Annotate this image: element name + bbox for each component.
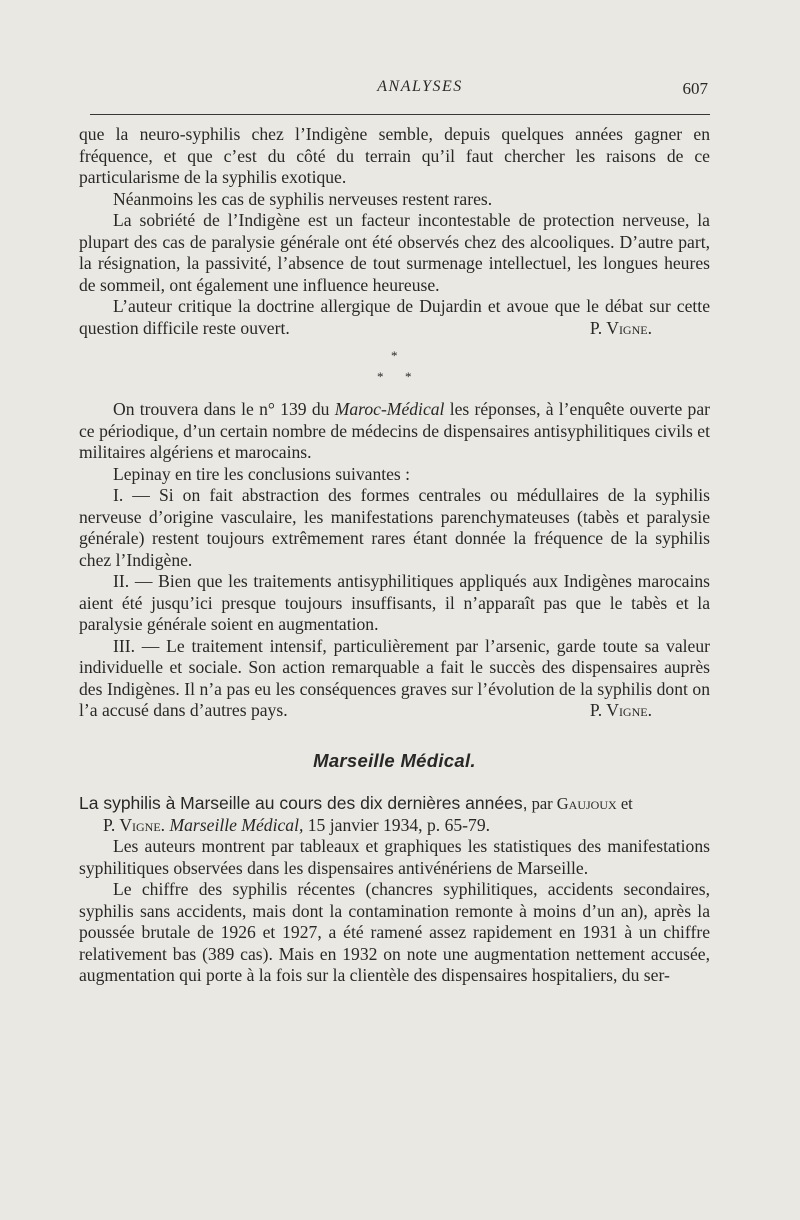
article-title-text: La syphilis à Marseille au cours des dix dernières années, bbox=[79, 793, 528, 813]
page-number: 607 bbox=[682, 79, 708, 98]
paragraph: Lepinay en tire les conclusions suivantes : bbox=[113, 463, 411, 484]
author-name: P. Vigne. bbox=[103, 814, 166, 835]
paragraph-text: L’auteur critique la doctrine allergique de Dujardin et avoue que le débat sur cette question difficile reste ouvert. bbox=[79, 296, 710, 338]
running-title: ANALYSES bbox=[377, 78, 463, 95]
separator-star: * bbox=[405, 369, 412, 384]
paragraph bbox=[79, 399, 710, 464]
article-title bbox=[79, 793, 710, 836]
paragraph-text: III. — Le traitement intensif, particulièrement par l’arsenic, garde toute sa valeur individuelle et sociale. Son action remarquable a fait le succès des dispensaires auprès des Indigènes. Il n’a pas eu les conséquences graves sur l’évolution de la syphilis dont on l’a accusé dans d’autres pays. bbox=[79, 635, 710, 720]
header-rule bbox=[90, 114, 710, 115]
author-signature: P. Vigne. bbox=[589, 700, 652, 720]
author-name: Gaujoux bbox=[556, 794, 617, 813]
paragraph: Néanmoins les cas de syphilis nerveuses restent rares. bbox=[113, 188, 493, 209]
conclusion-item bbox=[79, 636, 710, 722]
author-signature: P. Vigne. bbox=[589, 317, 652, 338]
paragraph-with-signature bbox=[79, 296, 710, 339]
conclusion-item: I. — Si on fait abstraction des formes centrales ou médullaires de la syphilis nerveuse d’origine vasculaire, les manifestations parenchymateuses (tabès et paralysie générale) restent toujours extrêmement rares étant donnée la fréquence de la syphilis chez l’Indigène. bbox=[79, 485, 710, 570]
journal-name: Maroc-Médical bbox=[334, 399, 445, 419]
section-separator bbox=[79, 343, 710, 397]
citation-details: 15 janvier 1934, p. 65-79. bbox=[303, 814, 491, 835]
and-word: et bbox=[616, 794, 633, 813]
journal-name: Marseille Médical, bbox=[169, 814, 304, 835]
by-word: par bbox=[527, 794, 557, 813]
paragraph: La sobriété de l’Indigène est un facteur incontestable de protection nerveuse, la plupart des cas de paralysie générale ont été observés chez des alcooliques. D’autre part, la résignation, la passivité, l’absence de tout surmenage intellectuel, les longues heures de sommeil, ont également une influence heureuse. bbox=[79, 210, 710, 295]
section-heading: Marseille Médical. bbox=[313, 749, 476, 771]
separator-star: * bbox=[377, 369, 384, 384]
paragraph: Les auteurs montrent par tableaux et graphiques les statistiques des manifestations syphilitiques observées dans les dispensaires antivénériens de Marseille. bbox=[79, 836, 710, 878]
page-header bbox=[90, 78, 710, 102]
separator-star: * bbox=[391, 348, 398, 363]
paragraph-text: les réponses, à l’enquête ouverte par ce périodique, d’un certain nombre de médecins de dispensaires antisyphilitiques civils et militaires algériens et marocains. bbox=[79, 399, 710, 462]
paragraph: Le chiffre des syphilis récentes (chancres syphilitiques, accidents secondaires, syphilis sans accidents, mais dont la contamination remonte à moins d’un an), après la poussée brutale de 1926 et 1927, a été ramené assez rapidement en 1931 à un chiffre relativement bas (389 cas). Mais en 1932 on note une augmentation nettement accusée, augmentation qui porte à la fois sur la clientèle des dispensaires hospitaliers, du ser- bbox=[79, 879, 710, 985]
page-body bbox=[79, 124, 710, 987]
paragraph: que la neuro-syphilis chez l’Indigène semble, depuis quelques années gagner en fréquence, et que c’est du côté du terrain qu’il faut chercher les raisons de ce particularisme de la syphilis exotique. bbox=[79, 124, 710, 187]
paragraph-text: On trouvera dans le n° 139 du bbox=[113, 399, 335, 419]
conclusion-item: II. — Bien que les traitements antisyphilitiques appliqués aux Indigènes marocains aient été jusqu’ici presque toujours insuffisants, il n’apparaît pas que le tabès et la paralysie générale soient en augmentation. bbox=[79, 571, 710, 634]
